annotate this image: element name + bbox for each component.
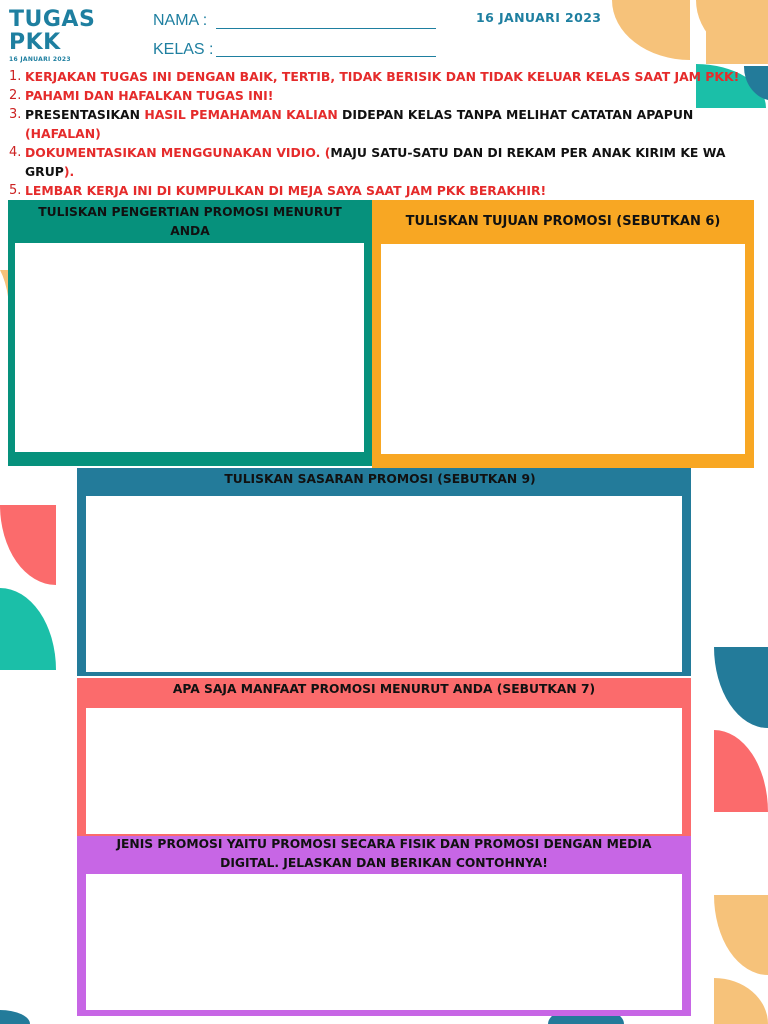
title-date: 16 JANUARI 2023 [9, 56, 71, 63]
box-jenis-title: JENIS PROMOSI YAITU PROMOSI SECARA FISIK DAN PROMOSI DENGAN MEDIA DIGITAL. JELASKAN DAN BERIKAN CONTOHNYA! [116, 837, 652, 870]
instruction-number: 3. [9, 107, 22, 122]
box-sasaran-title: TULISKAN SASARAN PROMOSI (SEBUTKAN 9) [224, 472, 536, 486]
instruction-text: DOKUMENTASIKAN MENGGUNAKAN VIDIO. ( [25, 145, 331, 160]
kelas-field[interactable] [216, 40, 436, 57]
box-tujuan-title: TULISKAN TUJUAN PROMOSI (SEBUTKAN 6) [405, 214, 721, 229]
box-manfaat [77, 678, 691, 836]
page-title: TUGAS PKK [9, 7, 96, 55]
instruction-text: MAJU SATU-SATU DAN DI REKAM PER ANAK KIRIM KE WA GRUP [25, 145, 726, 179]
instruction-number: 4. [9, 145, 22, 160]
deco-right-blue [714, 647, 768, 728]
instruction-text: ). [63, 164, 75, 179]
instruction-list [9, 67, 749, 200]
instruction-number: 1. [9, 69, 22, 84]
instruction-text: HASIL PEMAHAMAN KALIAN [144, 107, 338, 122]
box-manfaat-title: APA SAJA MANFAAT PROMOSI MENURUT ANDA (SEBUTKAN 7) [172, 682, 596, 696]
instruction-item [9, 105, 749, 143]
header-date: 16 JANUARI 2023 [476, 10, 602, 25]
instruction-text: PAHAMI DAN HAFALKAN TUGAS INI! [25, 88, 274, 103]
instruction-text: KERJAKAN TUGAS INI DENGAN BAIK, TERTIB, TIDAK BERISIK DAN TIDAK KELUAR KELAS SAAT JAM PKK! [25, 69, 740, 84]
nama-field[interactable] [216, 12, 436, 29]
nama-label: NAMA : [153, 12, 208, 29]
instruction-text: DIDEPAN KELAS TANPA MELIHAT CATATAN APAPUN [337, 107, 694, 122]
instruction-item [9, 181, 749, 200]
box-jenis-answer-area[interactable] [86, 874, 682, 1010]
instruction-text: PRESENTASIKAN [25, 107, 145, 122]
instruction-item [9, 67, 749, 86]
box-tujuan-answer-area[interactable] [381, 244, 745, 454]
box-tujuan [372, 200, 754, 468]
kelas-label: KELAS : [153, 41, 214, 58]
instruction-item [9, 143, 749, 181]
instruction-text: LEMBAR KERJA INI DI KUMPULKAN DI MEJA SAYA SAAT JAM PKK BERAKHIR! [25, 183, 547, 198]
deco-left-mint [0, 588, 56, 670]
instruction-number: 5. [9, 183, 22, 198]
box-pengertian-title: TULISKAN PENGERTIAN PROMOSI MENURUT ANDA [38, 205, 342, 238]
instruction-number: 2. [9, 88, 22, 103]
box-pengertian-answer-area[interactable] [15, 243, 364, 452]
instruction-item [9, 86, 749, 105]
box-sasaran [77, 468, 691, 676]
deco-right-peach-2 [714, 978, 768, 1024]
deco-quarter-peach-1 [612, 0, 690, 60]
deco-left-coral [0, 505, 56, 585]
box-sasaran-answer-area[interactable] [86, 496, 682, 672]
box-jenis [77, 836, 691, 1016]
deco-bottom-blue-left [0, 1010, 30, 1024]
box-pengertian [8, 200, 372, 466]
box-manfaat-answer-area[interactable] [86, 708, 682, 834]
deco-right-peach [714, 895, 768, 975]
instruction-text: (HAFALAN) [25, 126, 101, 141]
deco-right-coral [714, 730, 768, 812]
